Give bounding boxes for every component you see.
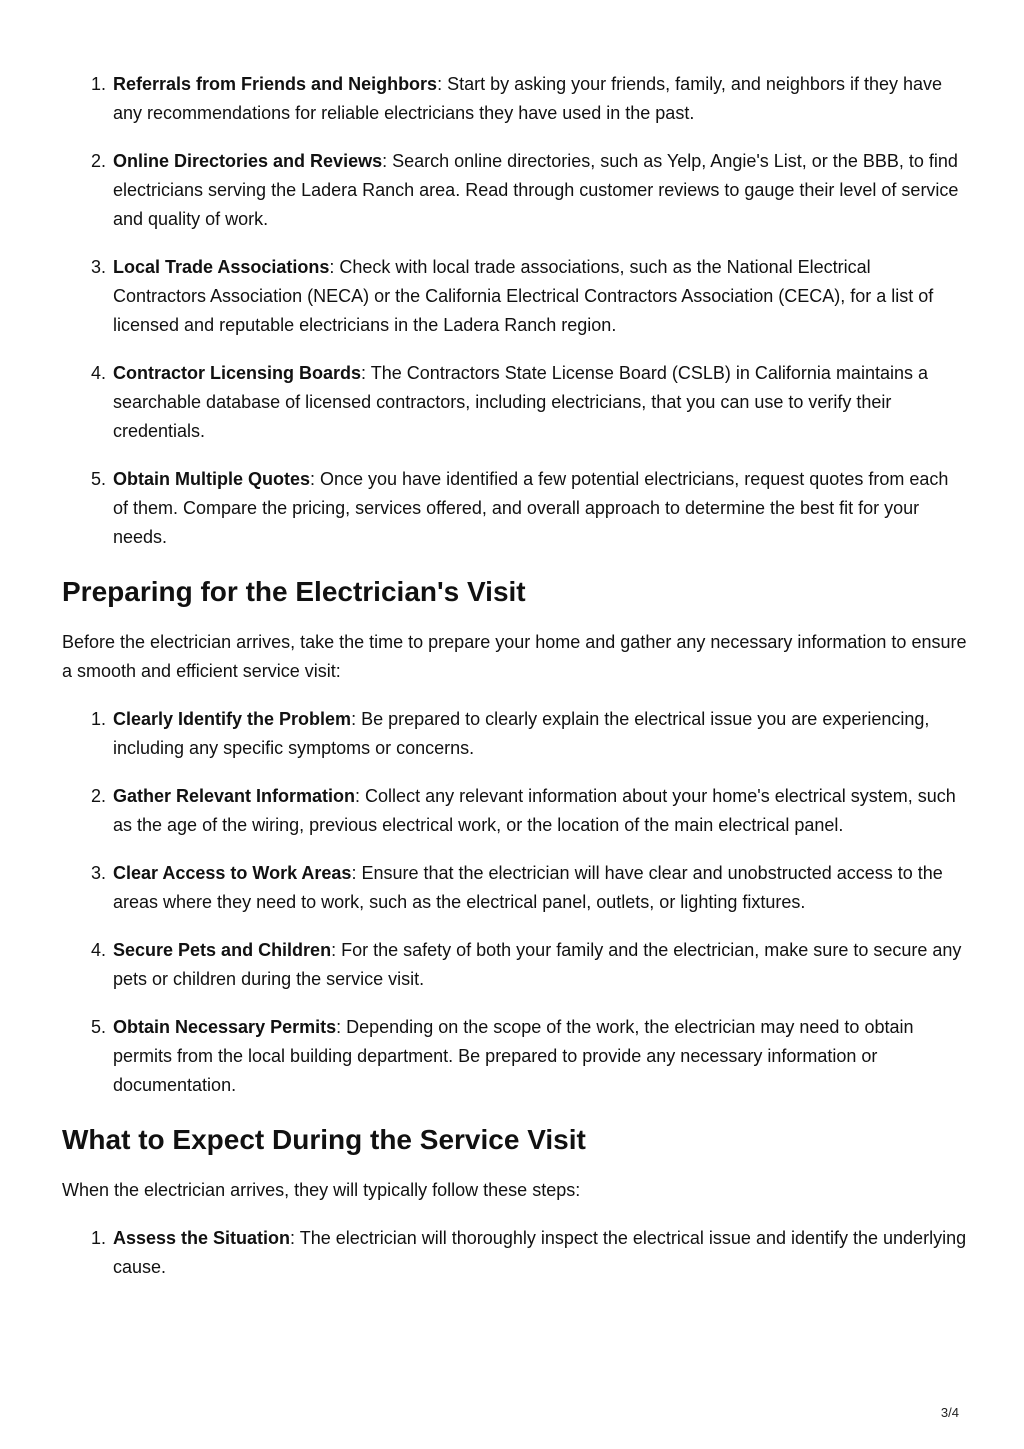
- list-item-term: Clear Access to Work Areas: [113, 863, 352, 883]
- list-item: [62, 147, 968, 234]
- list-item: [62, 859, 968, 917]
- list-number: 1.: [91, 709, 107, 729]
- list-item-term: Referrals from Friends and Neighbors: [113, 74, 438, 94]
- list-item-text: : Be prepared to clearly explain the electrical issue you are experiencing, including any specific symptoms or concerns.: [113, 709, 930, 758]
- list-number: 1.: [91, 74, 107, 94]
- list-item-text: : Start by asking your friends, family, and neighbors if they have any recommendations for reliable electricians they have used in the past.: [113, 74, 943, 123]
- page-number: 3/4: [940, 1405, 959, 1420]
- list-item-term: Contractor Licensing Boards: [113, 363, 362, 383]
- list-item-term: Local Trade Associations: [113, 257, 330, 277]
- list-item-text: : The Contractors State License Board (CSLB) in California maintains a searchable database of licensed contractors, including electricians, that you can use to verify their credentials.: [113, 363, 928, 441]
- list-number: 1.: [91, 1228, 107, 1248]
- list-item-text: : Depending on the scope of the work, the electrician may need to obtain permits from the local building department. Be prepared to provide any necessary information or documentation.: [113, 1017, 914, 1095]
- section-heading-service-visit: What to Expect During the Service Visit: [62, 1124, 586, 1155]
- list-item-term: Obtain Necessary Permits: [113, 1017, 337, 1037]
- list-item-text: : Collect any relevant information about your home's electrical system, such as the age of the wiring, previous electrical work, or the location of the main electrical panel.: [113, 786, 956, 835]
- list-item-term: Obtain Multiple Quotes: [113, 469, 310, 489]
- list-item: [62, 1224, 968, 1282]
- list-item: [62, 1013, 968, 1100]
- list-item-term: Gather Relevant Information: [113, 786, 356, 806]
- list-item: [62, 253, 968, 340]
- list-number: 4.: [91, 363, 107, 383]
- list-item: [62, 782, 968, 840]
- document-page: [62, 70, 968, 1301]
- list-item: [62, 705, 968, 763]
- list-item-term: Clearly Identify the Problem: [113, 709, 352, 729]
- service-visit-list: [62, 1224, 968, 1282]
- list-item: [62, 936, 968, 994]
- list-number: 5.: [91, 1017, 107, 1037]
- list-item-text: : For the safety of both your family and the electrician, make sure to secure any pets or children during the service visit.: [113, 940, 962, 989]
- list-number: 4.: [91, 940, 107, 960]
- list-number: 2.: [91, 151, 107, 171]
- preparing-list: [62, 705, 968, 1100]
- list-item-term: Secure Pets and Children: [113, 940, 332, 960]
- list-item-text: : The electrician will thoroughly inspect the electrical issue and identify the underlying cause.: [113, 1228, 967, 1277]
- list-number: 3.: [91, 257, 107, 277]
- section-heading-preparing: Preparing for the Electrician's Visit: [62, 576, 526, 607]
- list-number: 3.: [91, 863, 107, 883]
- list-item-text: : Ensure that the electrician will have clear and unobstructed access to the areas where they need to work, such as the electrical panel, outlets, or lighting fixtures.: [113, 863, 943, 912]
- finding-electricians-list: [62, 70, 968, 552]
- list-item-term: Assess the Situation: [113, 1228, 291, 1248]
- list-number: 5.: [91, 469, 107, 489]
- list-item-term: Online Directories and Reviews: [113, 151, 383, 171]
- section-intro-service-visit: When the electrician arrives, they will typically follow these steps:: [62, 1180, 581, 1200]
- list-item: [62, 359, 968, 446]
- list-item-text: : Search online directories, such as Yelp, Angie's List, or the BBB, to find electricians serving the Ladera Ranch area. Read through customer reviews to gauge their level of service and quality of work.: [113, 151, 959, 229]
- list-item: [62, 70, 968, 128]
- list-number: 2.: [91, 786, 107, 806]
- list-item-text: : Check with local trade associations, such as the National Electrical Contractors Association (NECA) or the California Electrical Contractors Association (CECA), for a list of licensed and reputable electricians in the Ladera Ranch region.: [113, 257, 934, 335]
- section-intro-preparing: Before the electrician arrives, take the time to prepare your home and gather any necessary information to ensure a smooth and efficient service visit:: [62, 632, 967, 681]
- list-item-text: : Once you have identified a few potential electricians, request quotes from each of them. Compare the pricing, services offered, and overall approach to determine the best fit for your needs.: [113, 469, 949, 547]
- list-item: [62, 465, 968, 552]
